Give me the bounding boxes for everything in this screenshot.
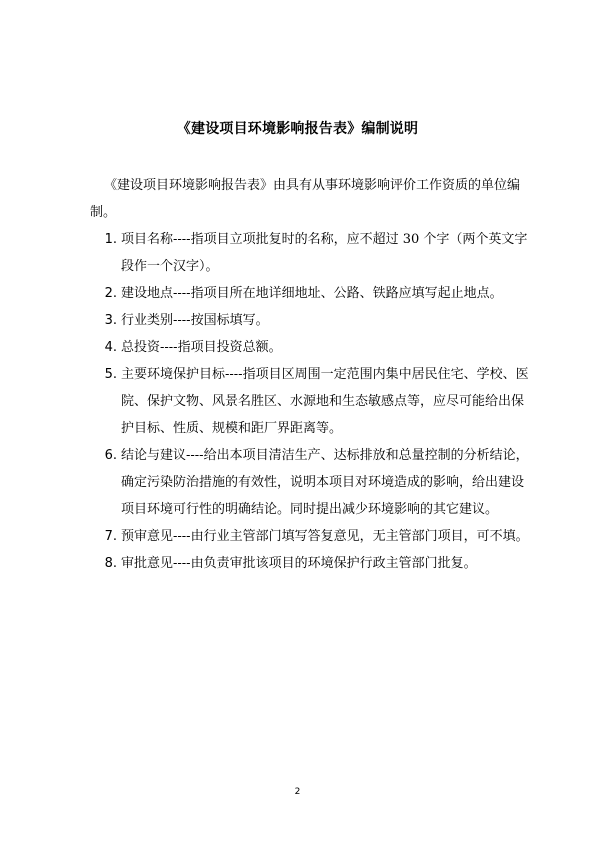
item-text: 项目名称----指项目立项批复时的名称，应不超过 30 个字（两个英文字段作一个汉字）。 — [121, 232, 528, 274]
item-text: 结论与建议----给出本项目清洁生产、达标排放和总量控制的分析结论，确定污染防治措施的有效性，说明本项目对环境造成的影响，给出建设项目环境可行性的明确结论。同时提出减少环境影响的其它建议。 — [121, 448, 529, 517]
instruction-list — [90, 226, 530, 577]
list-item — [90, 334, 530, 361]
item-number: 7. — [104, 529, 117, 544]
list-item — [90, 523, 530, 550]
list-item — [90, 307, 530, 334]
item-number: 1. — [104, 232, 117, 247]
item-number: 5. — [104, 367, 117, 382]
item-text: 行业类别----按国标填写。 — [121, 313, 269, 328]
item-number: 2. — [104, 286, 117, 301]
item-number: 3. — [104, 313, 117, 328]
item-text: 总投资----指项目投资总额。 — [121, 340, 282, 355]
list-item — [90, 280, 530, 307]
item-number: 6. — [104, 448, 117, 463]
document-title: 《建设项目环境影响报告表》编制说明 — [176, 121, 419, 137]
list-item — [90, 442, 530, 523]
intro-paragraph: 《建设项目环境影响报告表》由具有从事环境影响评价工作资质的单位编制。 — [90, 178, 521, 220]
item-number: 4. — [104, 340, 117, 355]
item-number: 8. — [104, 556, 117, 571]
item-text: 主要环境保护目标----指项目区周围一定范围内集中居民住宅、学校、医院、保护文物、风景名胜区、水源地和生态敏感点等，应尽可能给出保护目标、性质、规模和距厂界距离等。 — [121, 367, 529, 436]
item-text: 审批意见----由负责审批该项目的环境保护行政主管部门批复。 — [121, 556, 477, 571]
list-item — [90, 226, 530, 280]
list-item — [90, 550, 530, 577]
item-text: 建设地点----指项目所在地详细地址、公路、铁路应填写起止地点。 — [121, 286, 503, 301]
list-item — [90, 361, 530, 442]
page-number: 2 — [294, 787, 301, 797]
item-text: 预审意见----由行业主管部门填写答复意见，无主管部门项目，可不填。 — [121, 529, 529, 544]
